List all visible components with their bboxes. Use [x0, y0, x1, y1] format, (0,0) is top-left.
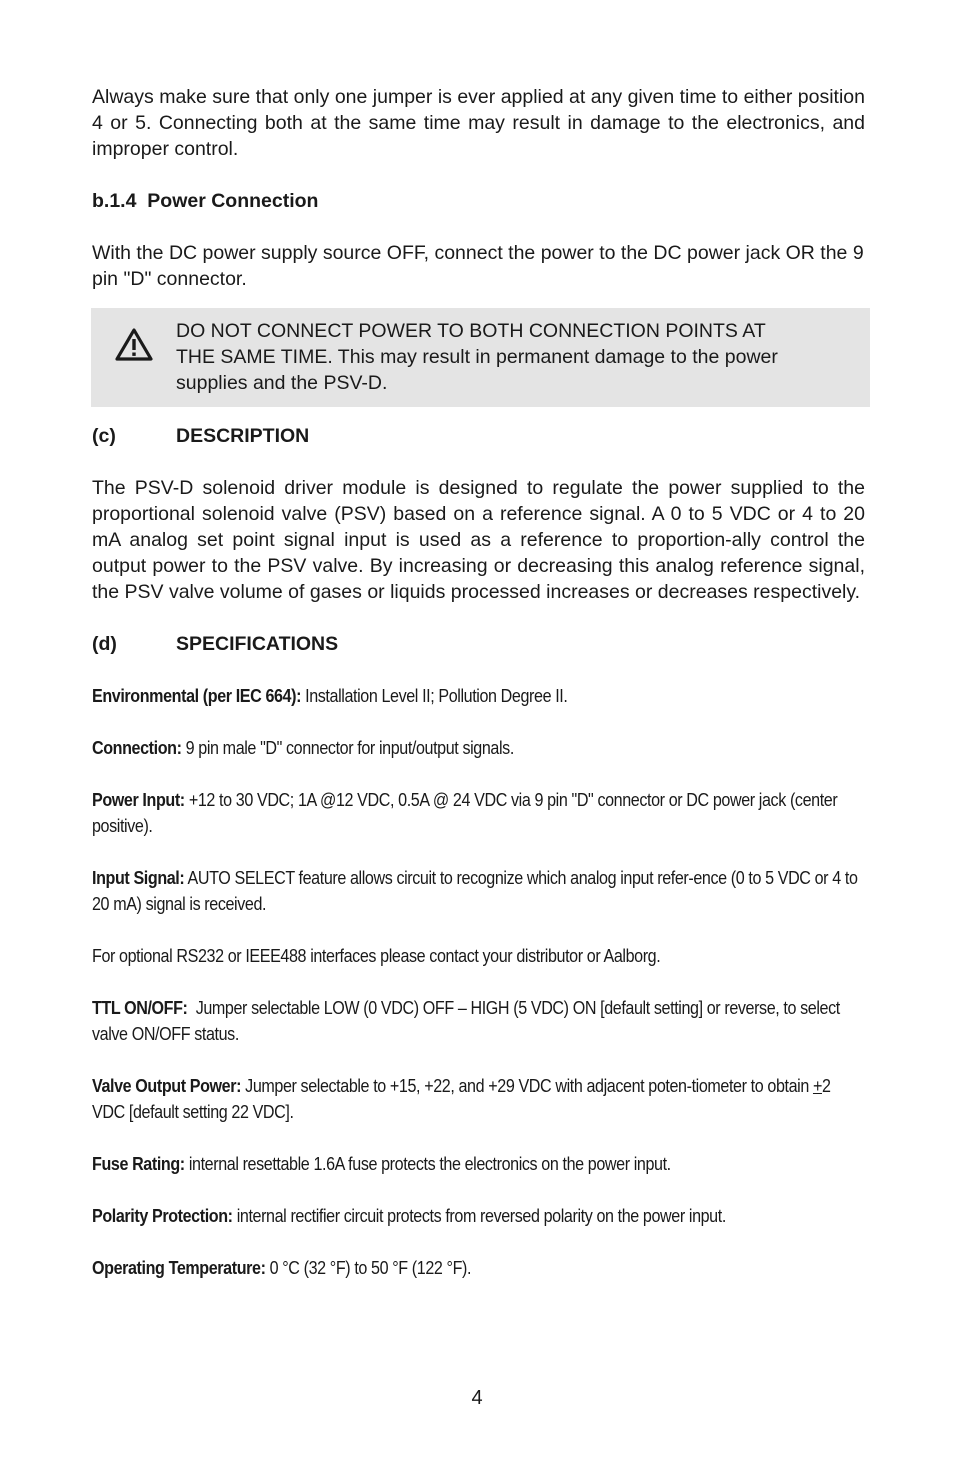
- power-connection-heading: [92, 188, 865, 214]
- spec-environmental: Environmental (per IEC 664): Installation Level II; Pollution Degree II.: [92, 685, 568, 706]
- warning-triangle-icon: [91, 318, 176, 396]
- spec-valve-output-power: Valve Output Power: Jumper selectable to +15, +22, and +29 VDC with adjacent poten-tiometer to obtain +2 VDC [default setting 22 VDC].: [92, 1075, 831, 1122]
- spec-ttl-on-off: TTL ON/OFF: Jumper selectable LOW (0 VDC) OFF – HIGH (5 VDC) ON [default setting] or reverse, to select valve ON/OFF status.: [92, 997, 844, 1044]
- spec-input-signal: Input Signal: AUTO SELECT feature allows circuit to recognize which analog input refer-ence (0 to 5 VDC or 4 to 20 mA) signal is received.: [92, 867, 858, 914]
- specifications-heading: [92, 631, 865, 657]
- spec-polarity-protection: Polarity Protection: internal rectifier circuit protects from reversed polarity on the power input.: [92, 1205, 726, 1226]
- spec-power-input: Power Input: +12 to 30 VDC; 1A @12 VDC, 0.5A @ 24 VDC via 9 pin "D" connector or DC power jack (center positive).: [92, 789, 838, 836]
- description-heading: [92, 423, 865, 449]
- section-number: b.1.4: [92, 190, 137, 212]
- spec-fuse-rating: Fuse Rating: internal resettable 1.6A fuse protects the electronics on the power input.: [92, 1153, 671, 1174]
- warning-text: DO NOT CONNECT POWER TO BOTH CONNECTION POINTS AT THE SAME TIME. This may result in permanent damage to the power supplies and the PSV-D.: [176, 320, 778, 394]
- page-number: 4: [471, 1387, 483, 1409]
- section-title: Power Connection: [147, 190, 319, 212]
- section-title: DESCRIPTION: [176, 425, 310, 447]
- intro-paragraph: Always make sure that only one jumper is ever applied at any given time to either position 4 or 5. Connecting both at the same time may result in damage to the electronics, and improper control.: [92, 86, 865, 160]
- power-connection-paragraph: With the DC power supply source OFF, connect the power to the DC power jack OR the 9 pin "D" connector.: [92, 242, 864, 290]
- spec-operating-temperature: Operating Temperature: 0 °C (32 °F) to 50 °F (122 °F).: [92, 1257, 472, 1278]
- section-number: (d): [92, 633, 117, 655]
- document-page: [92, 84, 865, 1281]
- section-title: SPECIFICATIONS: [176, 633, 339, 655]
- warning-box: [91, 308, 870, 407]
- description-paragraph: The PSV-D solenoid driver module is designed to regulate the power supplied to the proportional solenoid valve (PSV) based on a reference signal. A 0 to 5 VDC or 4 to 20 mA analog set point signal input is used as a reference to proportion-ally control the output power to the PSV valve. By increasing or decreasing this analog reference signal, the PSV valve volume of gases or liquids processed increases or decreases respectively.: [92, 477, 865, 603]
- section-number: (c): [92, 425, 116, 447]
- spec-optional-interfaces: For optional RS232 or IEEE488 interfaces please contact your distributor or Aalborg.: [92, 945, 661, 966]
- spec-connection: Connection: 9 pin male "D" connector for input/output signals.: [92, 737, 514, 758]
